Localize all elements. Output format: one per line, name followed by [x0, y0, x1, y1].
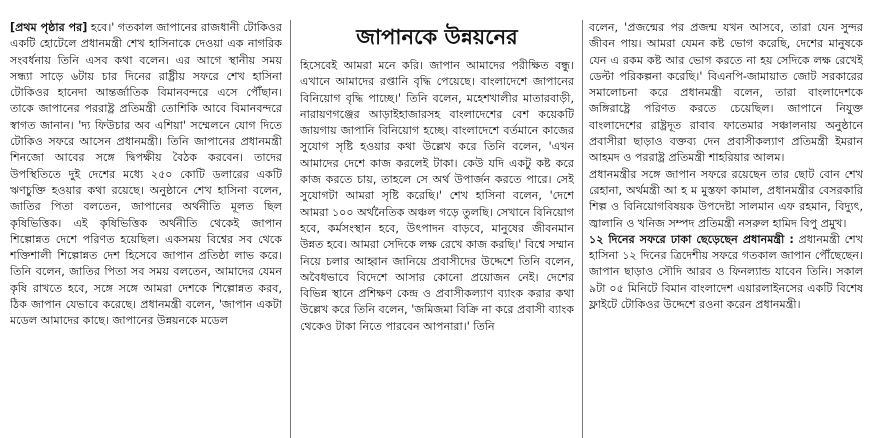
column-3-paragraph-1: বলেন, 'প্রজন্মের পর প্রজন্ম যখন আসবে, তারা যেন সুন্দর জীবন পায়। আমরা যেমন কষ্ট ভোগ করেছি, দেশের মানুষকে যেন এ রকম কষ্ট আর ভোগ করতে না হয় সেদিকে লক্ষ রেখেই ডেল্টা পরিকল্পনা করেছি।' বিএনপি-জামায়াত জোট সরকারের সমালোচনা করে প্রধানমন্ত্রী বলেন, তারা বাংলাদেশকে জঙ্গিরাষ্ট্রে পরিণত করতে চেয়েছিল। জাপানে নিযুক্ত বাংলাদেশের রাষ্ট্রদূত রাবাব ফাতেমার সঞ্চালনায় অনুষ্ঠানে প্রবাসীরা ছাড়াও বক্তব্য দেন প্রবাসীকল্যাণ প্রতিমন্ত্রী ইমরান আহমদ ও পররাষ্ট্র প্রতিমন্ত্রী শাহরিয়ার আলম। — [589, 21, 863, 165]
column-divider-left — [290, 20, 291, 438]
article-headline: জাপানকে উন্নয়নের — [356, 25, 518, 49]
article-column-1 — [10, 20, 282, 438]
section-subhead: ১২ দিনের সফরে ঢাকা ছেড়েছেন প্রধানমন্ত্রী : — [589, 232, 794, 246]
article-column-3 — [589, 20, 863, 438]
column-1-paragraph — [10, 20, 282, 330]
column-3-paragraph-3 — [589, 232, 863, 313]
column-3-paragraph-2: প্রধানমন্ত্রীর সঙ্গে জাপান সফরে রয়েছেন তার ছোট বোন শেখ রেহানা, অর্থমন্ত্রী আ হ ম মুস্তফা কামাল, প্রধানমন্ত্রীর বেসরকারি শিল্প ও বিনিয়োগবিষয়ক উপদেষ্টা সালমান এফ রহমান, বিদ্যুৎ, জ্বালানি ও খনিজ সম্পদ প্রতিমন্ত্রী নসরুল হামিদ বিপু প্রমুখ। — [589, 167, 863, 230]
column-2-paragraph: হিসেবেই আমরা মনে করি। জাপান আমাদের পরীক্ষিত বন্ধু। এখানে আমাদের রপ্তানি বৃদ্ধি পেয়েছে। বাংলাদেশে জাপানের বিনিয়োগ বৃদ্ধি পাচ্ছে।' তিনি বলেন, মহেশখালীর মাতারবাড়ী, নারায়ণগঞ্জের আড়াইহাজারসহ বাংলাদেশের বেশ কয়েকটি জায়গায় জাপানি বিনিয়োগ হচ্ছে। বাংলাদেশে বর্তমানে কাজের সুযোগ সৃষ্টি হওয়ার কথা উল্লেখ করে তিনি বলেন, 'এখন আমাদের দেশে কাজ করলেই টাকা। কেউ যদি একটু কষ্ট করে কাজ করতে চায়, তাহলে সে অর্থ উপার্জন করতে পারে। সেই সুযোগটা আমরা সৃষ্টি করেছি।' শেখ হাসিনা বলেন, 'দেশে আমরা ১০০ অর্থনৈতিক অঞ্চল গড়ে তুলছি। সেখানে বিনিয়োগ হবে, কর্মসংস্থান হবে, উৎপাদন বাড়বে, মানুষের জীবনমান উন্নত হবে। আমরা সেদিকে লক্ষ রেখে কাজ করছি।' বিশ্বে সম্মান নিয়ে চলার আহ্বান জানিয়ে প্রবাসীদের উদ্দেশে তিনি বলেন, অবৈধভাবে বিদেশে আসার কোনো প্রয়োজন নেই। দেশের বিভিন্ন স্থানে প্রশিক্ষণ কেন্দ্র ও প্রবাসীকল্যাণ ব্যাংক করার কথা উল্লেখ করে তিনি বলেন, 'জমিজমা বিক্রি না করে প্রবাসী ব্যাংক থেকেও টাকা নিতে পারবেন আপনারা।' তিনি — [300, 59, 574, 333]
article-column-2 — [300, 58, 574, 438]
top-strip — [0, 0, 870, 9]
column-1-text: হবে।' গতকাল জাপানের রাজধানী টোকিওর একটি হোটেলে প্রধানমন্ত্রী শেখ হাসিনাকে দেওয়া এক নাগরিক সংবর্ধনায় তিনি এসব কথা বলেন। এর আগে স্থানীয় সময় সন্ধ্যা সাড়ে ৬টায় চার দিনের রাষ্ট্রীয় সফরে শেখ হাসিনা টোকিওর হানেদা আন্তর্জাতিক বিমানবন্দরে এসে পৌঁছান। তাকে জাপানের পররাষ্ট্র প্রতিমন্ত্রী তোশিকি আবে বিমানবন্দরে স্বাগত জানান। 'দ্য ফিউচার অব এশিয়া' সম্মেলনে যোগ দিতে টোকিও সফরে আসেন প্রধানমন্ত্রী। তিনি জাপানের প্রধানমন্ত্রী শিনজো আবের সঙ্গে দ্বিপক্ষীয় বৈঠক করবেন। তাদের উপস্থিতিতে দুই দেশের মধ্যে ২৫০ কোটি ডলারের একটি ঋণচুক্তি হওয়ার কথা রয়েছে। অনুষ্ঠানে শেখ হাসিনা বলেন, জাতির পিতা বলতেন, জাপানের অর্থনীতি মূলত ছিল কৃষিভিত্তিক। এই কৃষিভিত্তিক অর্থনীতি থেকেই জাপান শিল্পোন্নত দেশে পরিণত হয়েছিল। একসময় বিশ্বের সব থেকে শক্তিশালী শিল্পোন্নত দেশ হিসেবে জাপান প্রতিষ্ঠা লাভ করে। তিনি বলেন, জাতির পিতা সব সময় বলতেন, আমাদের যেমন কৃষি রাখতে হবে, সঙ্গে সঙ্গে আমরা দেশকে শিল্পোন্নত করব, ঠিক জাপান যেভাবে করেছে। প্রধানমন্ত্রী বলেন, 'জাপান একটা মডেল আমাদের কাছে। জাপানের উন্নয়নকে মডেল — [10, 21, 282, 328]
continued-from-label: [প্রথম পৃষ্ঠার পর] — [10, 21, 88, 34]
column-divider-right — [582, 20, 583, 438]
section-subhead-body: প্রধানমন্ত্রী শেখ হাসিনা ১২ দিনের ত্রিদেশীয় সফরে গতকাল জাপান পৌঁছেছেন। জাপান ছাড়াও সৌদি আরব ও ফিনল্যান্ড যাবেন তিনি। সকাল ৯টা ০৫ মিনিটে বিমান বাংলাদেশ এয়ারলাইনসের একটি বিশেষ ফ্লাইটে টোকিওর উদ্দেশে রওনা করেন প্রধানমন্ত্রী। — [589, 232, 863, 312]
